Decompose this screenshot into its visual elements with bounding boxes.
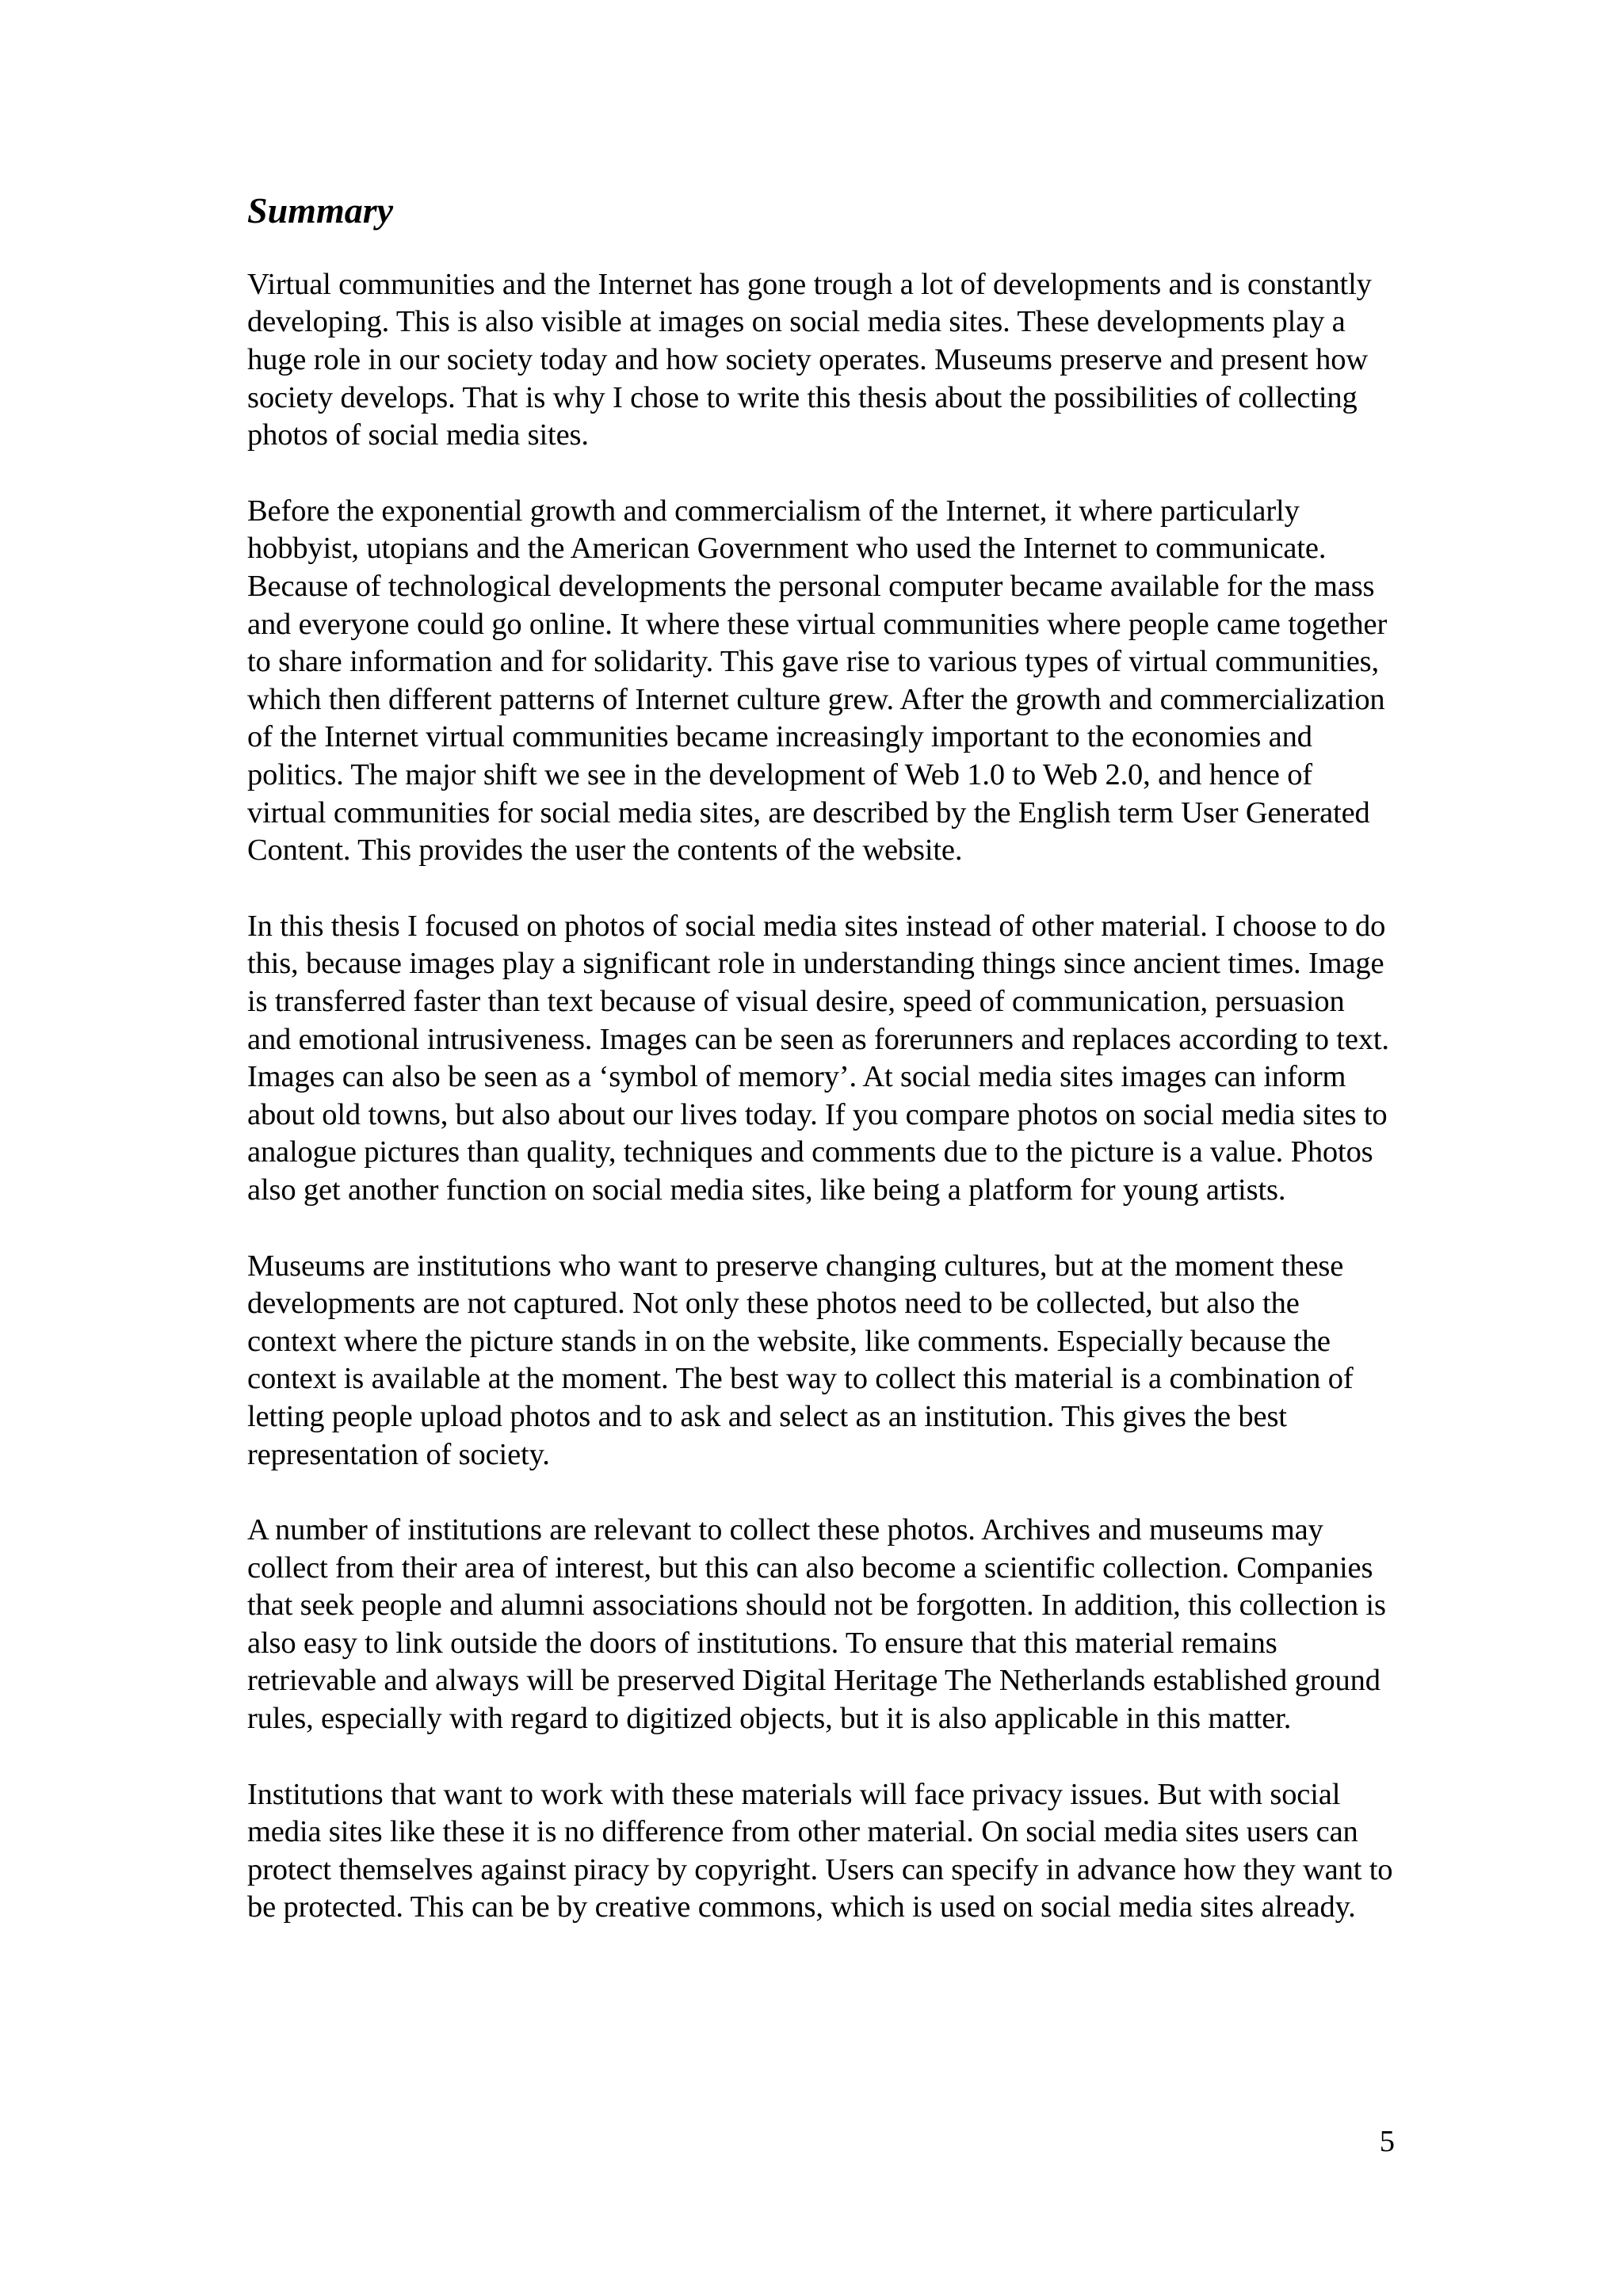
paragraph-1: Virtual communities and the Internet has gone trough a lot of developments and is constantly developing. This is also visible at images on social media sites. These developments play a huge role in our society today and how society operates. Museums preserve and present how society develops. That is why I chose to write this thesis about the possibilities of collecting photos of social media sites. <box>247 267 1372 452</box>
paragraph-6: Institutions that want to work with these materials will face privacy issues. But with social media sites like these it is no difference from other material. On social media sites users can protect themselves against piracy by copyright. Users can specify in advance how they want to be protected. This can be by creative commons, which is used on social media sites already. <box>247 1777 1393 1924</box>
paragraph-4: Museums are institutions who want to preserve changing cultures, but at the moment these developments are not captured. Not only these photos need to be collected, but also the context where the picture stands in on the website, like comments. Especially because the context is available at the moment. The best way to collect this material is a combination of letting people upload photos and to ask and select as an institution. This gives the best representation of society. <box>247 1249 1354 1471</box>
paragraph-5: A number of institutions are relevant to collect these photos. Archives and museums may collect from their area of interest, but this can also become a scientific collection. Companies that seek people and alumni associations should not be forgotten. In addition, this collection is also easy to link outside the doors of institutions. To ensure that this material remains retrievable and always will be preserved Digital Heritage The Netherlands established ground rules, especially with regard to digitized objects, but it is also applicable in this matter. <box>247 1513 1386 1736</box>
paragraph-3: In this thesis I focused on photos of social media sites instead of other material. I choose to do this, because images play a significant role in understanding things since ancient times. Image is transferred faster than text because of visual desire, speed of communication, persuasion and emotional intrusiveness. Images can be seen as forerunners and replaces according to text. Images can also be seen as a ‘symbol of memory’. At social media sites images can inform about old towns, but also about our lives today. If you compare photos on social media sites to analogue pictures than quality, techniques and comments due to the picture is a value. Photos also get another function on social media sites, like being a platform for young artists. <box>247 909 1389 1207</box>
paragraph-2: Before the exponential growth and commercialism of the Internet, it where particularly hobbyist, utopians and the American Government who used the Internet to communicate. Because of technological developments the personal computer became available for the mass and everyone could go online. It where these virtual communities where people came together to share information and for solidarity. This gave rise to various types of virtual communities, which then different patterns of Internet culture grew. After the growth and commercialization of the Internet virtual communities became increasingly important to the economies and politics. The major shift we see in the development of Web 1.0 to Web 2.0, and hence of virtual communities for social media sites, are described by the English term User Generated Content. This provides the user the contents of the website. <box>247 494 1388 868</box>
page-title: Summary <box>247 190 394 231</box>
page-number: 5 <box>1379 2125 1395 2158</box>
page-content <box>247 190 1395 1927</box>
